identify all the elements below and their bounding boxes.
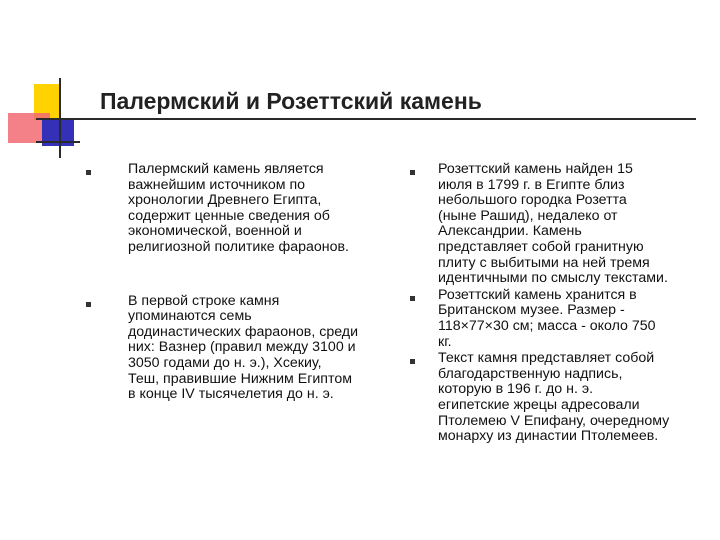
list-item: [410, 288, 720, 350]
list-item-text: Текст камня представляет собой благодарственную надпись, которую в 196 г. до н. э. египетские жрецы адресовали Птолемею V Епифану, очередному монарху из династии Птолемеев.: [438, 350, 670, 445]
square-bullet-icon: [410, 359, 415, 364]
list-item: [410, 162, 720, 287]
square-bullet-icon: [410, 170, 415, 175]
list-item-text: Розеттский камень хранится в Британском музее. Размер - 118×77×30 см; масса - около 750 кг.: [438, 286, 656, 350]
square-bullet-icon: [86, 170, 91, 175]
list-item: [86, 162, 406, 256]
list-item-text: Розеттский камень найден 15 июля в 1799 г. в Египте близ небольшого городка Розетта (ныне Рашид), недалеко от Александрии. Камень представляет собой гранитную плиту с выбитыми на ней тремя идентичными по смыслу текстами.: [438, 161, 668, 287]
left-column: [86, 162, 406, 403]
list-item: [410, 351, 720, 445]
list-item-text: В первой строке камня упоминаются семь додинастических фараонов, среди них: Вазнер (правил между 3100 и 3050 годами до н. э.), Хсекиу, Теш, правившие Нижним Египтом в конце IV тысячелетия до н. э.: [128, 292, 358, 403]
square-bullet-icon: [410, 296, 415, 301]
title-underline: [36, 118, 696, 120]
decor-short-line: [36, 141, 80, 143]
slide-title: Палермский и Розеттский камень: [100, 88, 482, 114]
right-column: [410, 162, 720, 445]
list-item: [86, 294, 406, 403]
list-item-text: Палермский камень является важнейшим источником по хронологии Древнего Египта, содержит ценные сведения об экономической, военной и религиозной политике фараонов.: [128, 161, 349, 255]
square-bullet-icon: [86, 302, 91, 307]
